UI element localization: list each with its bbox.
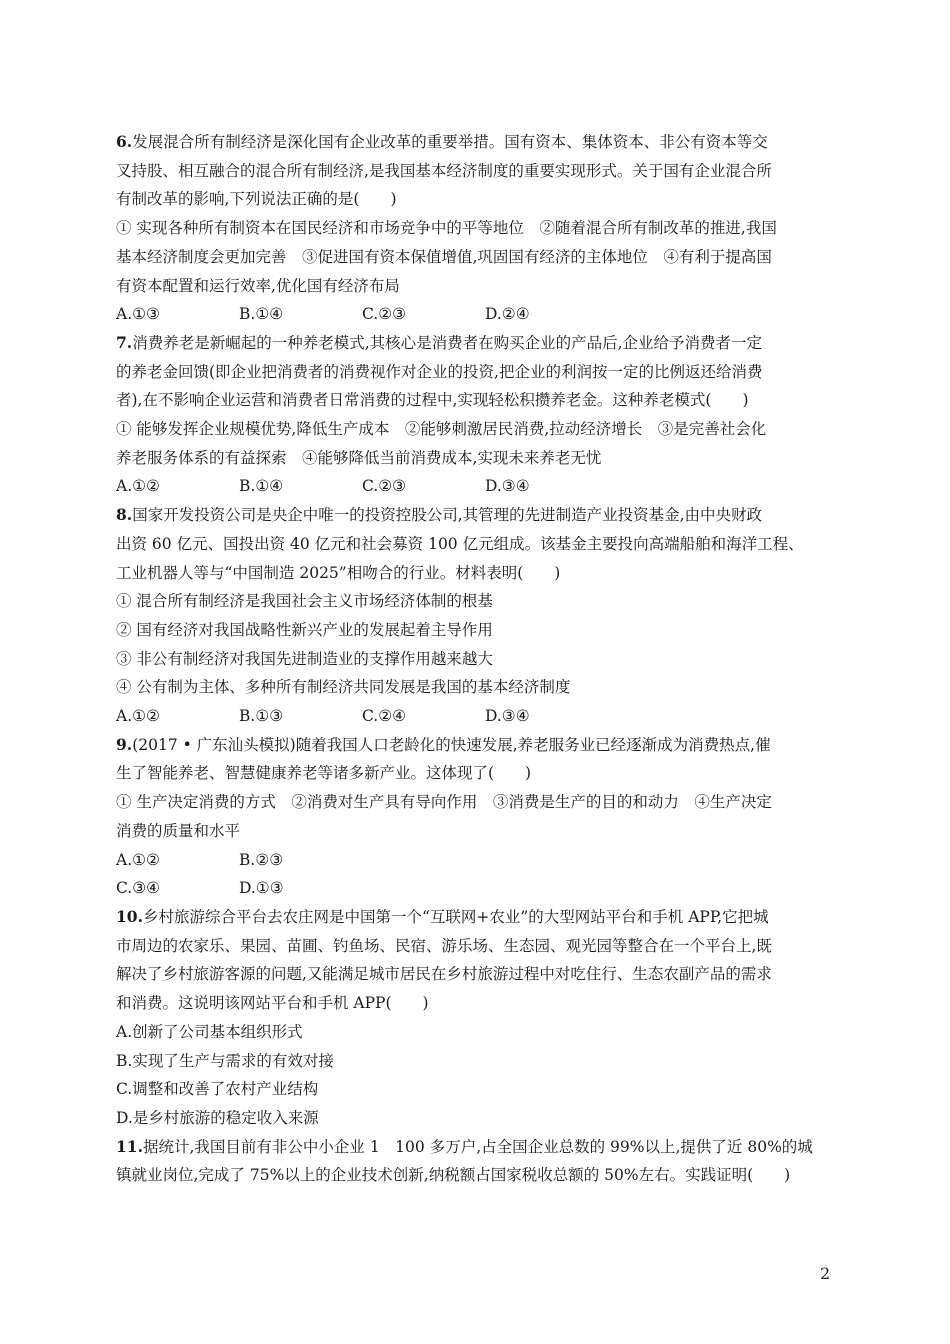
statement-text: ④ 公有制为主体、多种所有制经济共同发展是我国的基本经济制度 bbox=[116, 678, 571, 697]
option-b: B.①④ bbox=[239, 305, 284, 324]
question-text: 乡村旅游综合平台去农庄网是中国第一个“互联网+农业”的大型网站平台和手机 APP,它把城 bbox=[142, 907, 769, 926]
statement-text: ③ 非公有制经济对我国先进制造业的支撑作用越来越大 bbox=[116, 649, 493, 668]
question-9 bbox=[116, 731, 836, 903]
question-text: 据统计,我国目前有非公中小企业 1 100 多万户,占全国企业总数的 99%以上,提供了近 80%的城 bbox=[142, 1137, 813, 1156]
option-a: A.①② bbox=[116, 477, 160, 496]
option-c: C.③④ bbox=[116, 879, 161, 898]
question-8 bbox=[116, 501, 836, 731]
option-a: A.①③ bbox=[116, 305, 160, 324]
option-a: A.创新了公司基本组织形式 bbox=[116, 1022, 303, 1041]
statement-text: ① 生产决定消费的方式 ②消费对生产具有导向作用 ③消费是生产的目的和动力 ④生产决定 bbox=[116, 793, 772, 812]
question-number: 11. bbox=[116, 1136, 143, 1156]
option-b: B.②③ bbox=[239, 850, 284, 869]
statement-text: ② 国有经济对我国战略性新兴产业的发展起着主导作用 bbox=[116, 620, 493, 639]
question-10 bbox=[116, 903, 836, 1133]
answer-options-row-1 bbox=[116, 846, 836, 875]
answer-options bbox=[116, 300, 836, 329]
option-c: C.②③ bbox=[362, 477, 407, 496]
answer-options bbox=[116, 702, 836, 731]
question-text: 的养老金回馈(即企业把消费者的消费视作对企业的投资,把企业的利润按一定的比例返还给消费 bbox=[116, 362, 763, 381]
question-6 bbox=[116, 128, 836, 329]
page-number: 2 bbox=[820, 1264, 831, 1283]
question-7 bbox=[116, 329, 836, 501]
option-a: A.①② bbox=[116, 707, 160, 726]
question-text: 生了智能养老、智慧健康养老等诸多新产业。这体现了( ) bbox=[116, 764, 532, 783]
question-number: 8. bbox=[116, 505, 133, 525]
statement-text: ① 混合所有制经济是我国社会主义市场经济体制的根基 bbox=[116, 592, 493, 611]
statement-text: 基本经济制度会更加完善 ③促进国有资本保值增值,巩固国有经济的主体地位 ④有利于提高国 bbox=[116, 247, 772, 266]
question-number: 6. bbox=[116, 132, 133, 151]
question-text: 消费养老是新崛起的一种养老模式,其核心是消费者在购买企业的产品后,企业给予消费者一定 bbox=[132, 333, 763, 352]
question-text: 有制改革的影响,下列说法正确的是( ) bbox=[116, 190, 397, 209]
option-b: B.①③ bbox=[239, 707, 284, 726]
option-c: C.②④ bbox=[362, 707, 407, 726]
question-text: 镇就业岗位,完成了 75%以上的企业技术创新,纳税额占国家税收总额的 50%左右。实践证明( ) bbox=[116, 1166, 791, 1185]
statement-text: 消费的质量和水平 bbox=[116, 821, 241, 840]
option-c: C.②③ bbox=[362, 305, 407, 324]
question-11 bbox=[116, 1133, 836, 1190]
question-text: 者),在不影响企业运营和消费者日常消费的过程中,实现轻松积攒养老金。这种养老模式( ) bbox=[116, 391, 749, 410]
option-d: D.是乡村旅游的稳定收入来源 bbox=[116, 1108, 319, 1127]
statement-text: ① 能够发挥企业规模优势,降低生产成本 ②能够刺激居民消费,拉动经济增长 ③是完善社会化 bbox=[116, 420, 767, 439]
question-text: 国家开发投资公司是央企中唯一的投资控股公司,其管理的先进制造产业投资基金,由中央财政 bbox=[132, 506, 763, 525]
question-text: 叉持股、相互融合的混合所有制经济,是我国基本经济制度的重要实现形式。关于国有企业混合所 bbox=[116, 161, 772, 180]
question-list bbox=[116, 128, 836, 1190]
statement-text: 有资本配置和运行效率,优化国有经济布局 bbox=[116, 276, 400, 295]
question-text: 工业机器人等与“中国制造 2025”相吻合的行业。材料表明( ) bbox=[116, 563, 561, 582]
question-text: 发展混合所有制经济是深化国有企业改革的重要举措。国有资本、集体资本、非公有资本等交 bbox=[132, 133, 768, 151]
answer-options-row-2 bbox=[116, 874, 836, 903]
option-d: D.②④ bbox=[485, 305, 530, 324]
question-number: 10. bbox=[116, 906, 143, 926]
question-text: (2017 • 广东汕头模拟)随着我国人口老龄化的快速发展,养老服务业已经逐渐成为消费热点,催 bbox=[132, 735, 771, 754]
option-b: B.①④ bbox=[239, 477, 284, 496]
question-text: 解决了乡村旅游客源的问题,又能满足城市居民在乡村旅游过程中对吃住行、生态农副产品的需求 bbox=[116, 965, 772, 984]
question-text: 和消费。这说明该网站平台和手机 APP( ) bbox=[116, 994, 429, 1013]
statement-text: 养老服务体系的有益探索 ④能够降低当前消费成本,实现未来养老无忧 bbox=[116, 448, 602, 467]
option-c: C.调整和改善了农村产业结构 bbox=[116, 1080, 319, 1099]
question-text: 市周边的农家乐、果园、苗圃、钓鱼场、民宿、游乐场、生态园、观光园等整合在一个平台上,既 bbox=[116, 936, 772, 955]
option-b: B.实现了生产与需求的有效对接 bbox=[116, 1051, 334, 1070]
option-d: D.③④ bbox=[485, 477, 530, 496]
question-text: 出资 60 亿元、国投出资 40 亿元和社会募资 100 亿元组成。该基金主要投向高端船舶和海洋工程、 bbox=[116, 534, 804, 553]
question-number: 9. bbox=[116, 734, 133, 754]
question-number: 7. bbox=[116, 332, 133, 352]
option-a: A.①② bbox=[116, 850, 160, 869]
option-d: D.③④ bbox=[485, 707, 530, 726]
answer-options bbox=[116, 472, 836, 501]
statement-text: ① 实现各种所有制资本在国民经济和市场竞争中的平等地位 ②随着混合所有制改革的推进,我国 bbox=[116, 219, 777, 238]
option-d: D.①③ bbox=[239, 879, 284, 898]
